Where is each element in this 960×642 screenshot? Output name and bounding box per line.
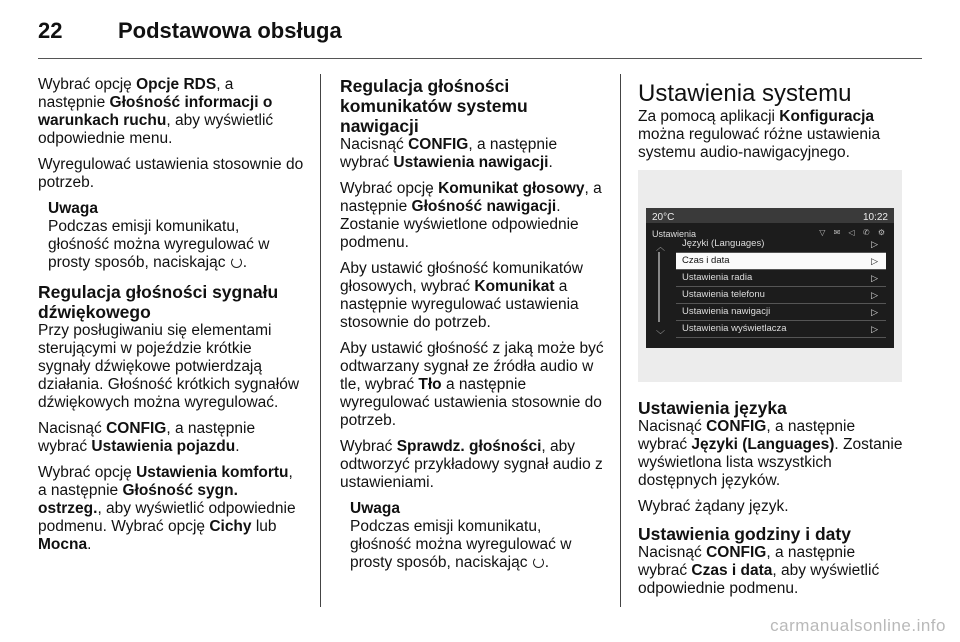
chevron-down-icon: ﹀ (656, 330, 666, 340)
note-box (38, 200, 304, 272)
menu-item-label: Języki (Languages) (682, 238, 765, 249)
note-title: Uwaga (48, 200, 98, 217)
page-header (38, 12, 922, 58)
menu-item[interactable] (676, 287, 886, 304)
clock-readout: 10:22 (862, 212, 888, 223)
header-rule (38, 58, 922, 59)
column-3 (638, 80, 908, 606)
menu-item[interactable] (676, 304, 886, 321)
paragraph-adjust: Wyregulować ustawienia stosownie do potrzeb. (38, 156, 304, 191)
paragraph-sound-intro: Przy posługiwaniu się elementami sterującymi w pojeździe krótkie sygnały dźwiękowe potwierdzają działania. Głośność krótkich sygnałów dźwiękowych można wyregulować. (38, 322, 300, 411)
status-icons: ▽ ✉ ◁ ✆ ⚙ (819, 228, 888, 237)
chevron-right-icon: ▷ (871, 324, 878, 334)
paragraph-voice: Wybrać opcję Komunikat głosowy, a następnie Głośność nawigacji. Zostanie wyświetlone odpowiednie podmenu. (340, 180, 602, 251)
note-text: Podczas emisji komunikatu, głośność można wyregulować w prosty sposób, naciskając . (48, 218, 270, 271)
menu-item[interactable] (676, 236, 886, 253)
chevron-up-icon: ︿ (656, 242, 666, 252)
page-number: 22 (38, 18, 63, 43)
paragraph-check: Wybrać Sprawdz. głośności, aby odtworzyć przykładowy sygnał audio z ustawieniami. (340, 438, 603, 491)
paragraph-time-date: Nacisnąć CONFIG, a następnie wybrać Czas i data, aby wyświetlić odpowiednie podmenu. (638, 544, 880, 597)
heading-system-settings: Ustawienia systemu (638, 80, 852, 107)
temperature-readout: 20°C (652, 212, 675, 223)
paragraph-config-nav: Nacisnąć CONFIG, a następnie wybrać Ustawienia nawigacji. (340, 136, 558, 171)
menu-item-label: Czas i data (682, 255, 730, 266)
menu-item-label: Ustawienia radia (682, 272, 753, 283)
watermark: carmanualsonline.info (770, 616, 946, 635)
status-bar (646, 208, 894, 223)
paragraph-select-language: Wybrać żądany język. (638, 498, 789, 515)
column-divider-2 (620, 74, 621, 607)
chevron-right-icon: ▷ (871, 273, 878, 283)
paragraph-config-app: Za pomocą aplikacji Konfiguracja można regulować różne ustawienia systemu audio-nawigacyjnego. (638, 108, 881, 161)
paragraph-message: Aby ustawić głośność komunikatów głosowych, wybrać Komunikat a następnie wyregulować ustawienia stosownie do potrzeb. (340, 260, 583, 331)
settings-menu-list (676, 236, 886, 338)
menu-item[interactable] (676, 270, 886, 287)
menu-title: Ustawienia (652, 229, 697, 239)
column-1 (38, 76, 304, 562)
menu-item-label: Ustawienia nawigacji (682, 306, 771, 317)
menu-item[interactable] (676, 253, 886, 270)
column-2 (340, 76, 606, 582)
paragraph-config-vehicle: Nacisnąć CONFIG, a następnie wybrać Ustawienia pojazdu. (38, 420, 256, 455)
chevron-right-icon: ▷ (871, 256, 878, 266)
menu-item-label: Ustawienia wyświetlacza (682, 323, 787, 334)
column-divider-1 (320, 74, 321, 607)
menu-item-label: Ustawienia telefonu (682, 289, 765, 300)
settings-screen-image (638, 170, 902, 382)
chevron-right-icon: ▷ (871, 239, 878, 249)
chevron-right-icon: ▷ (871, 290, 878, 300)
heading-language: Ustawienia języka (638, 398, 787, 418)
power-icon (533, 557, 544, 568)
paragraph-rds: Wybrać opcję Opcje RDS, a następnie Głośność informacji o warunkach ruchu, aby wyświetlić odpowiednie menu. (38, 76, 274, 147)
heading-sound-volume: Regulacja głośności sygnału dźwiękowego (38, 282, 279, 322)
heading-time-date: Ustawienia godziny i daty (638, 524, 851, 544)
note-text: Podczas emisji komunikatu, głośność można wyregulować w prosty sposób, naciskając . (350, 518, 572, 571)
note-box (340, 500, 606, 572)
paragraph-language: Nacisnąć CONFIG, a następnie wybrać Języki (Languages). Zostanie wyświetlona lista wszystkich dostępnych języków. (638, 418, 903, 489)
power-icon (231, 257, 242, 268)
note-title: Uwaga (350, 500, 400, 517)
paragraph-comfort: Wybrać opcję Ustawienia komfortu, a następnie Głośność sygn. ostrzeg., aby wyświetlić odpowiednie podmenu. Wybrać opcję Cichy lub Mocna. (38, 464, 296, 553)
display-panel (646, 208, 894, 348)
scroll-track (658, 252, 660, 322)
paragraph-background: Aby ustawić głośność z jaką może być odtwarzany sygnał ze źródła audio w tle, wybrać Tło a następnie wyregulować ustawienia stosownie do potrzeb. (340, 340, 604, 429)
scrollbar (656, 238, 666, 340)
heading-nav-volume: Regulacja głośności komunikatów systemu nawigacji (340, 76, 528, 136)
page-title: Podstawowa obsługa (118, 18, 342, 43)
chevron-right-icon: ▷ (871, 307, 878, 317)
menu-item[interactable] (676, 321, 886, 338)
